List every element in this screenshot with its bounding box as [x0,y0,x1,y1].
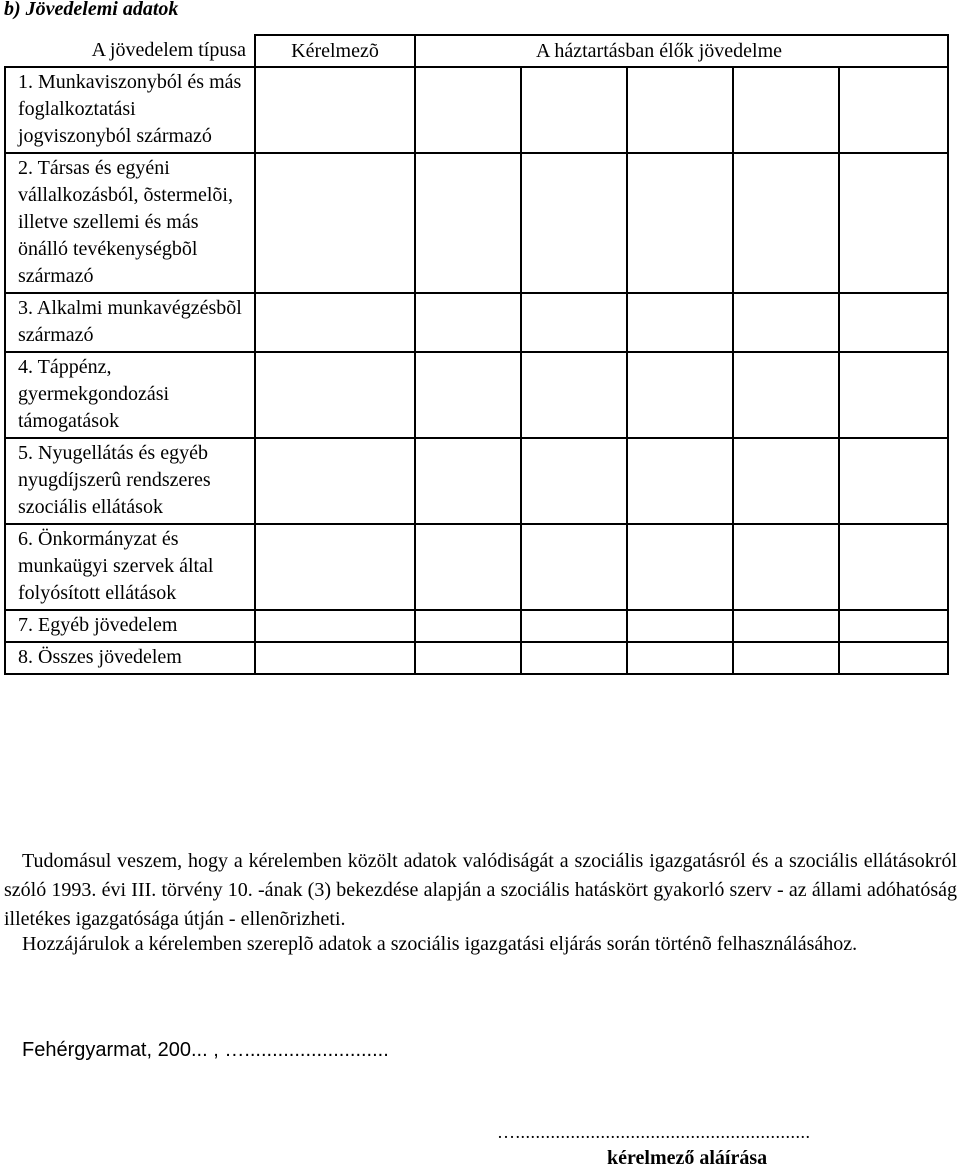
household-income-cell[interactable] [415,67,521,153]
household-income-cell[interactable] [521,524,627,610]
household-income-cell[interactable] [415,642,521,674]
income-type-label: 4. Táppénz, gyermekgondozási támogatások [5,352,255,438]
household-income-cell[interactable] [521,610,627,642]
table-row [5,153,948,293]
place-date-line[interactable]: Fehérgyarmat, 200... , ….......................... [22,1039,389,1061]
table-row [5,352,948,438]
household-income-cell[interactable] [521,352,627,438]
household-income-cell[interactable] [733,293,839,352]
table-header-row [5,35,948,67]
consent-paragraph [4,847,957,934]
applicant-income-cell[interactable] [255,352,415,438]
household-income-cell[interactable] [839,153,948,293]
income-type-label: 1. Munkaviszonyból és más foglalkoztatási jogviszonyból származó [5,67,255,153]
table-row [5,610,948,642]
applicant-income-cell[interactable] [255,67,415,153]
household-income-cell[interactable] [839,352,948,438]
household-income-cell[interactable] [627,438,733,524]
income-type-label: 5. Nyugellátás és egyéb nyugdíjszerû rendszeres szociális ellátások [5,438,255,524]
household-income-cell[interactable] [733,642,839,674]
household-income-cell[interactable] [839,438,948,524]
household-income-cell[interactable] [839,293,948,352]
table-row [5,524,948,610]
section-title: b) Jövedelemi adatok [4,0,179,20]
income-type-label: 6. Önkormányzat és munkaügyi szervek által folyósított ellátások [5,524,255,610]
household-income-cell[interactable] [521,642,627,674]
signature-label: kérelmező aláírása [607,1147,768,1169]
applicant-income-cell[interactable] [255,642,415,674]
signature-line[interactable]: …........................................................... [497,1122,811,1142]
header-applicant: Kérelmezõ [255,35,415,67]
income-type-label: 2. Társas és egyéni vállalkozásból, õstermelõi, illetve szellemi és más önálló tevékenységbõl származó [5,153,255,293]
table-row [5,293,948,352]
income-type-label: 7. Egyéb jövedelem [5,610,255,642]
household-income-cell[interactable] [415,524,521,610]
household-income-cell[interactable] [627,293,733,352]
consent-text: Tudomásul veszem, hogy a kérelemben közölt adatok valódiságát a szociális igazgatásról és a szociális ellátásokról szóló 1993. évi III. törvény 10. -ának (3) bekezdése alapján a szociális hatáskört gyakorló szerv - az állami adóhatóság illetékes igazgatósága útján - ellenõrizheti. [4,850,957,930]
household-income-cell[interactable] [415,293,521,352]
household-income-cell[interactable] [521,67,627,153]
table-row [5,438,948,524]
household-income-cell[interactable] [521,153,627,293]
consent-text: Hozzájárulok a kérelemben szereplõ adatok a szociális igazgatási eljárás során történõ felhasználásához. [22,933,858,955]
household-income-cell[interactable] [627,642,733,674]
header-household-income: A háztartásban élők jövedelme [415,35,948,67]
household-income-cell[interactable] [839,610,948,642]
household-income-cell[interactable] [839,524,948,610]
household-income-cell[interactable] [839,67,948,153]
household-income-cell[interactable] [415,352,521,438]
household-income-cell[interactable] [733,352,839,438]
household-income-cell[interactable] [733,153,839,293]
household-income-cell[interactable] [627,67,733,153]
household-income-cell[interactable] [627,153,733,293]
income-type-label: 3. Alkalmi munkavégzésbõl származó [5,293,255,352]
household-income-cell[interactable] [733,438,839,524]
household-income-cell[interactable] [415,438,521,524]
household-income-cell[interactable] [733,610,839,642]
household-income-cell[interactable] [521,293,627,352]
header-income-type: A jövedelem típusa [5,35,255,67]
household-income-cell[interactable] [415,610,521,642]
table-row [5,642,948,674]
household-income-cell[interactable] [415,153,521,293]
household-income-cell[interactable] [839,642,948,674]
household-income-cell[interactable] [733,67,839,153]
household-income-cell[interactable] [733,524,839,610]
income-table [4,34,949,675]
income-type-label: 8. Összes jövedelem [5,642,255,674]
household-income-cell[interactable] [627,610,733,642]
table-row [5,67,948,153]
consent-paragraph [4,930,957,959]
applicant-income-cell[interactable] [255,524,415,610]
household-income-cell[interactable] [627,524,733,610]
applicant-income-cell[interactable] [255,293,415,352]
household-income-cell[interactable] [521,438,627,524]
applicant-income-cell[interactable] [255,153,415,293]
applicant-income-cell[interactable] [255,438,415,524]
applicant-income-cell[interactable] [255,610,415,642]
household-income-cell[interactable] [627,352,733,438]
